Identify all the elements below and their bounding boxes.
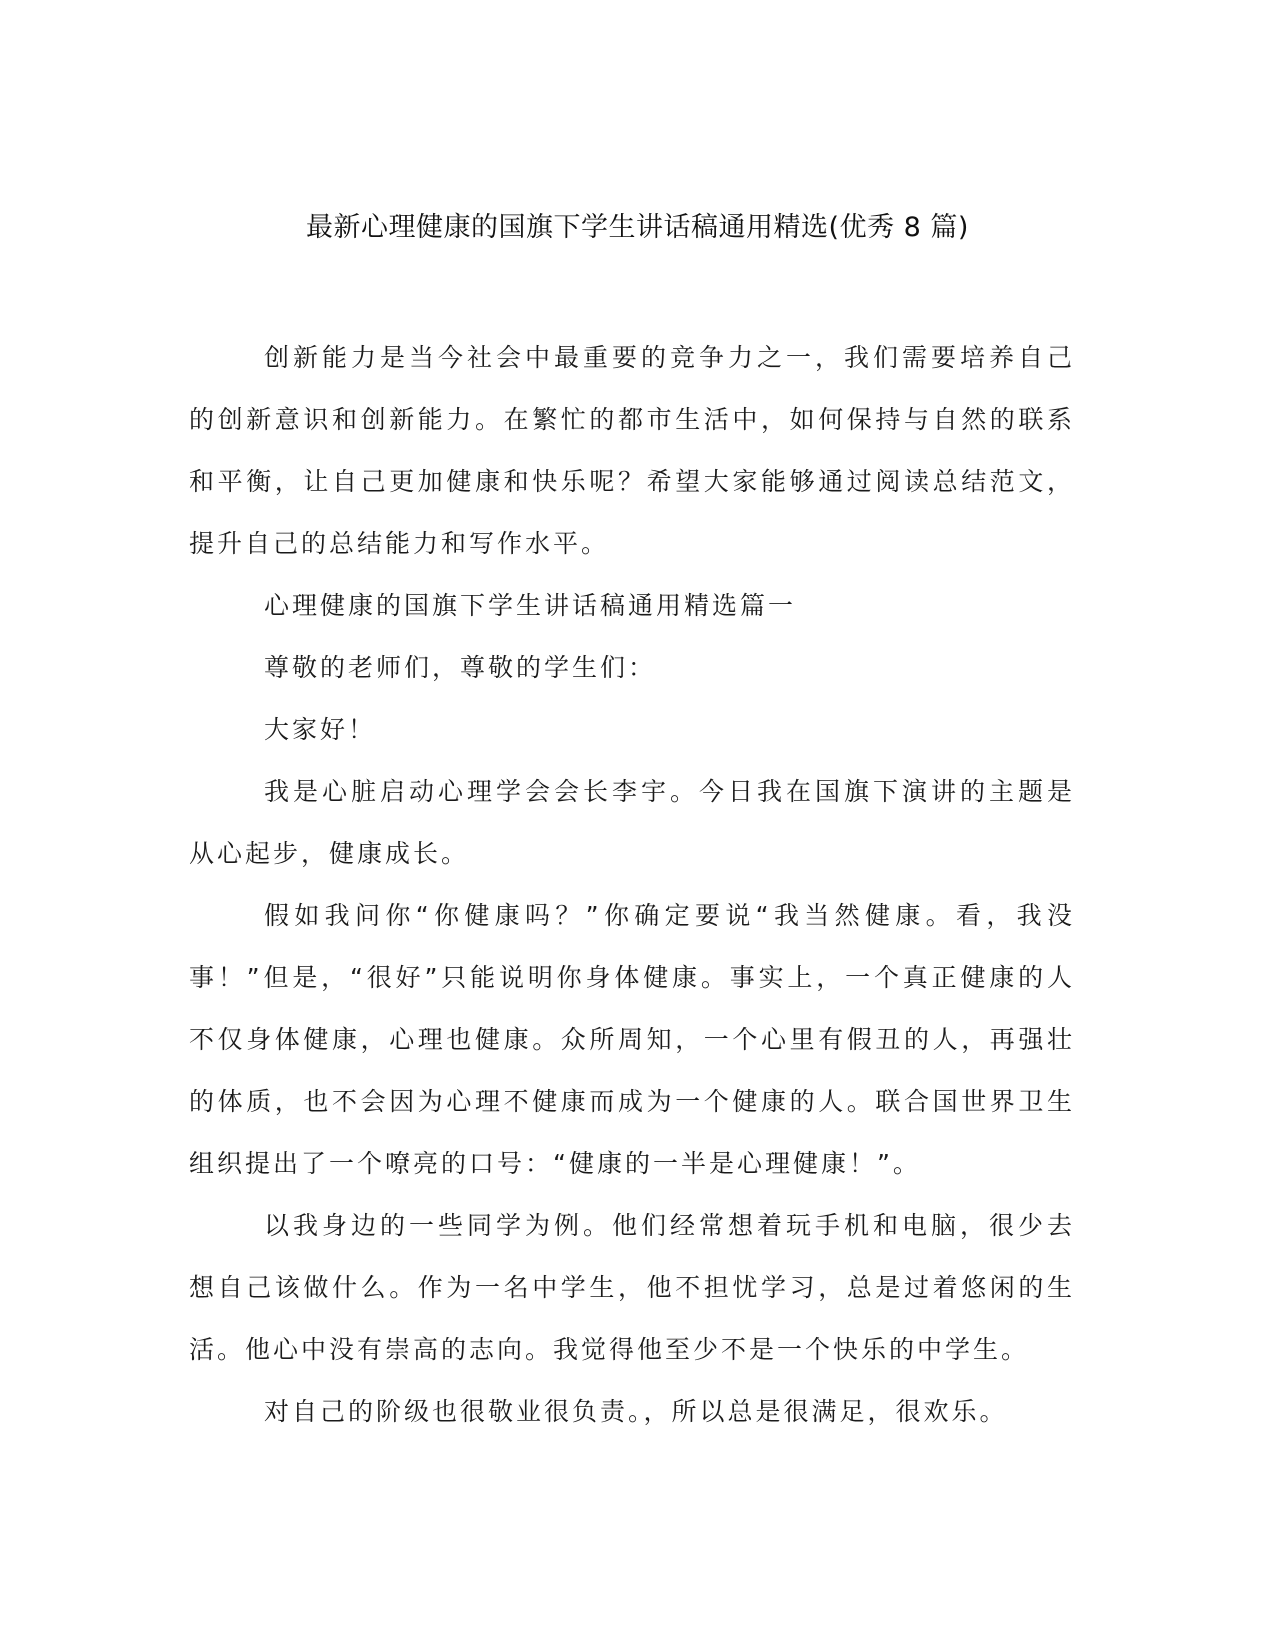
document-body xyxy=(189,327,1075,1443)
section-heading: 心理健康的国旗下学生讲话稿通用精选篇一 xyxy=(264,591,797,620)
speech-paragraph: 我是心脏启动心理学会会长李宇。今日我在国旗下演讲的主题是从心起步，健康成长。 xyxy=(189,777,1075,868)
speech-paragraph: 以我身边的一些同学为例。他们经常想着玩手机和电脑，很少去想自己该做什么。作为一名中学生，他不担忧学习，总是过着悠闲的生活。他心中没有崇高的志向。我觉得他至少不是一个快乐的中学生。 xyxy=(189,1211,1075,1364)
salutation: 尊敬的老师们，尊敬的学生们： xyxy=(264,653,657,682)
document-title: 最新心理健康的国旗下学生讲话稿通用精选(优秀 8 篇) xyxy=(306,212,969,243)
speech-paragraph: 假如我问你“你健康吗？”你确定要说“我当然健康。看，我没事！”但是，“很好”只能说明你身体健康。事实上，一个真正健康的人不仅身体健康，心理也健康。众所周知，一个心里有假丑的人，再强壮的体质，也不会因为心理不健康而成为一个健康的人。联合国世界卫生组织提出了一个嘹亮的口号：“健康的一半是心理健康！”。 xyxy=(189,901,1075,1178)
intro-paragraph: 创新能力是当今社会中最重要的竞争力之一，我们需要培养自己的创新意识和创新能力。在繁忙的都市生活中，如何保持与自然的联系和平衡，让自己更加健康和快乐呢？希望大家能够通过阅读总结范文，提升自己的总结能力和写作水平。 xyxy=(189,343,1075,558)
speech-paragraph: 对自己的阶级也很敬业很负责。，所以总是很满足，很欢乐。 xyxy=(264,1397,1008,1426)
greeting: 大家好！ xyxy=(264,715,377,744)
